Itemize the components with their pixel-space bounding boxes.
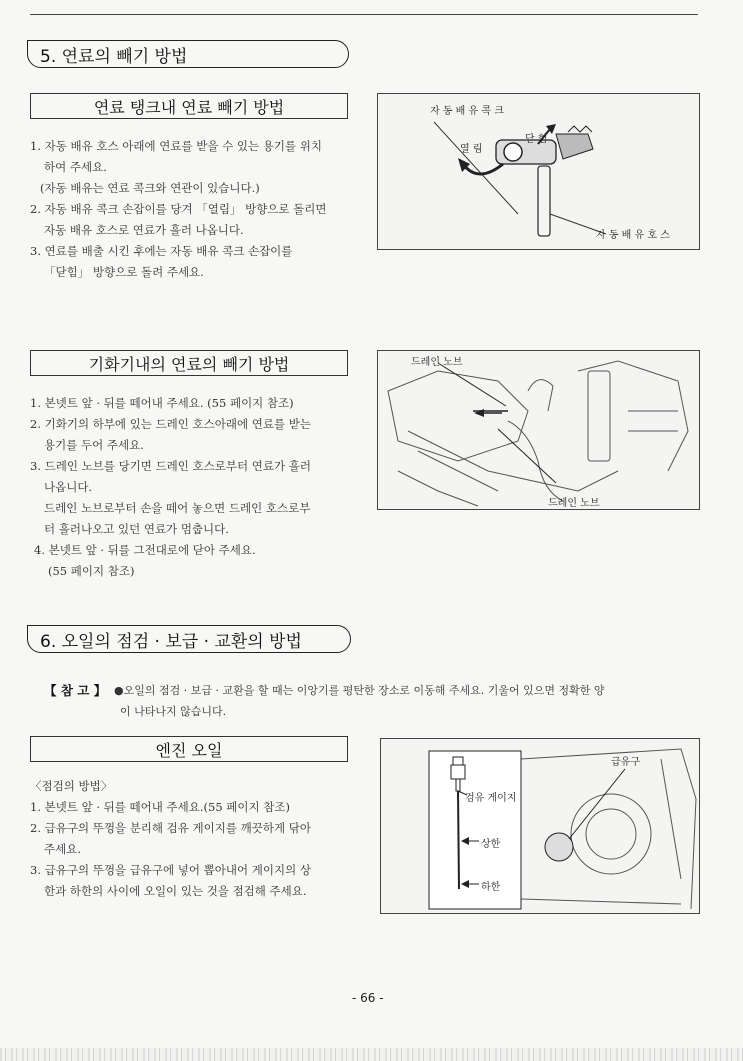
step-line: 1. 자동 배유 호스 아래에 연료를 받을 수 있는 용기를 위치 bbox=[30, 139, 322, 153]
step-line: (55 페이지 참조) bbox=[48, 564, 135, 578]
step-line: 주세요. bbox=[44, 842, 81, 856]
step-line: (자동 배유는 연료 콕크와 연관이 있습니다.) bbox=[40, 181, 260, 195]
top-rule bbox=[30, 14, 698, 15]
step-line: 2. 급유구의 뚜껑을 분리해 검유 게이지를 깨끗하게 닦아 bbox=[30, 821, 311, 835]
auto-drain-hose-label: 자 동 배 유 호 스 bbox=[596, 230, 670, 241]
step-line: 3. 드레인 노브를 당기면 드레인 호스로부터 연료가 흘러 bbox=[30, 459, 311, 473]
auto-drain-cock-figure bbox=[377, 93, 700, 250]
note-line: ●오일의 점검 · 보급 · 교환을 할 때는 이앙기를 평탄한 장소로 이동해 주세요. 기울어 있으면 정확한 양 bbox=[114, 684, 605, 697]
open-label: 열 림 bbox=[460, 144, 483, 155]
close-label: 닫 힘 bbox=[525, 134, 548, 145]
step-line: 드레인 노브로부터 손을 떼어 놓으면 드레인 호스로부 bbox=[44, 501, 311, 515]
note-text bbox=[114, 680, 714, 722]
section-6-heading bbox=[27, 625, 351, 653]
step-line: 4. 본넷트 앞 · 뒤를 그전대로에 닫아 주세요. bbox=[34, 543, 256, 557]
section-5-title: 5. 연료의 빼기 방법 bbox=[40, 46, 188, 67]
carburetor-drain-steps bbox=[30, 393, 360, 582]
engine-oil-title: 엔진 오일 bbox=[155, 740, 223, 760]
page-number: - 66 - bbox=[352, 991, 384, 1005]
step-line: 자동 배유 호스로 연료가 흘러 나옵니다. bbox=[44, 223, 244, 237]
fuel-tank-drain-title: 연료 탱크내 연료 빼기 방법 bbox=[93, 97, 285, 117]
step-line: 한과 하한의 사이에 오일이 있는 것을 점검해 주세요. bbox=[44, 884, 307, 898]
step-line: 용기를 두어 주세요. bbox=[44, 438, 144, 452]
step-line: 1. 본넷트 앞 · 뒤를 떼어내 주세요. (55 페이지 참조) bbox=[30, 396, 294, 410]
oil-gauge-label: 검유 게이지 bbox=[465, 793, 517, 804]
upper-limit-label: 상한 bbox=[481, 839, 501, 850]
step-line: 터 흘러나오고 있던 연료가 멈춥니다. bbox=[44, 522, 229, 536]
step-line: 나옵니다. bbox=[44, 480, 93, 494]
step-line: 2. 기화기의 하부에 있는 드레인 호스아래에 연료를 받는 bbox=[30, 417, 311, 431]
oil-gauge-figure bbox=[380, 738, 700, 914]
engine-oil-steps bbox=[30, 776, 360, 902]
step-line: 3. 급유구의 뚜껑을 급유구에 넣어 뽑아내어 게이지의 상 bbox=[30, 863, 311, 877]
step-line: 2. 자동 배유 콕크 손잡이를 당겨 「열림」 방향으로 돌리면 bbox=[30, 202, 327, 216]
drain-knob-top-label: 드레인 노브 bbox=[411, 357, 463, 368]
oil-filler-label: 급유구 bbox=[611, 757, 640, 768]
carburetor-drain-title: 기화기내의 연료의 빼기 방법 bbox=[88, 354, 290, 374]
auto-drain-cock-label: 자 동 배 유 콕 크 bbox=[430, 106, 504, 117]
carburetor-drain-heading bbox=[30, 350, 348, 376]
engine-oil-heading bbox=[30, 736, 348, 762]
step-line: 1. 본넷트 앞 · 뒤를 떼어내 주세요.(55 페이지 참조) bbox=[30, 800, 290, 814]
step-line: 「닫힘」 방향으로 돌려 주세요. bbox=[44, 265, 204, 279]
note-line: 이 나타나지 않습니다. bbox=[120, 705, 227, 718]
fuel-tank-drain-heading bbox=[30, 93, 348, 119]
drain-knob-bottom-label: 드레인 노브 bbox=[548, 498, 600, 509]
carburetor-illustration bbox=[378, 351, 700, 510]
fuel-tank-drain-steps bbox=[30, 136, 360, 283]
drain-knob-figure bbox=[377, 350, 700, 510]
section-5-heading bbox=[27, 40, 349, 68]
oil-gauge-illustration bbox=[381, 739, 700, 914]
check-method-heading: 〈점검의 방법〉 bbox=[30, 779, 113, 793]
step-line: 3. 연료를 배출 시킨 후에는 자동 배유 콕크 손잡이를 bbox=[30, 244, 293, 258]
note-label: 【 참 고 】 bbox=[44, 683, 107, 698]
lower-limit-label: 하한 bbox=[481, 882, 501, 893]
scan-noise-strip bbox=[0, 1048, 743, 1061]
step-line: 하여 주세요. bbox=[44, 160, 107, 174]
section-6-title: 6. 오일의 점검 · 보급 · 교환의 방법 bbox=[40, 631, 302, 652]
